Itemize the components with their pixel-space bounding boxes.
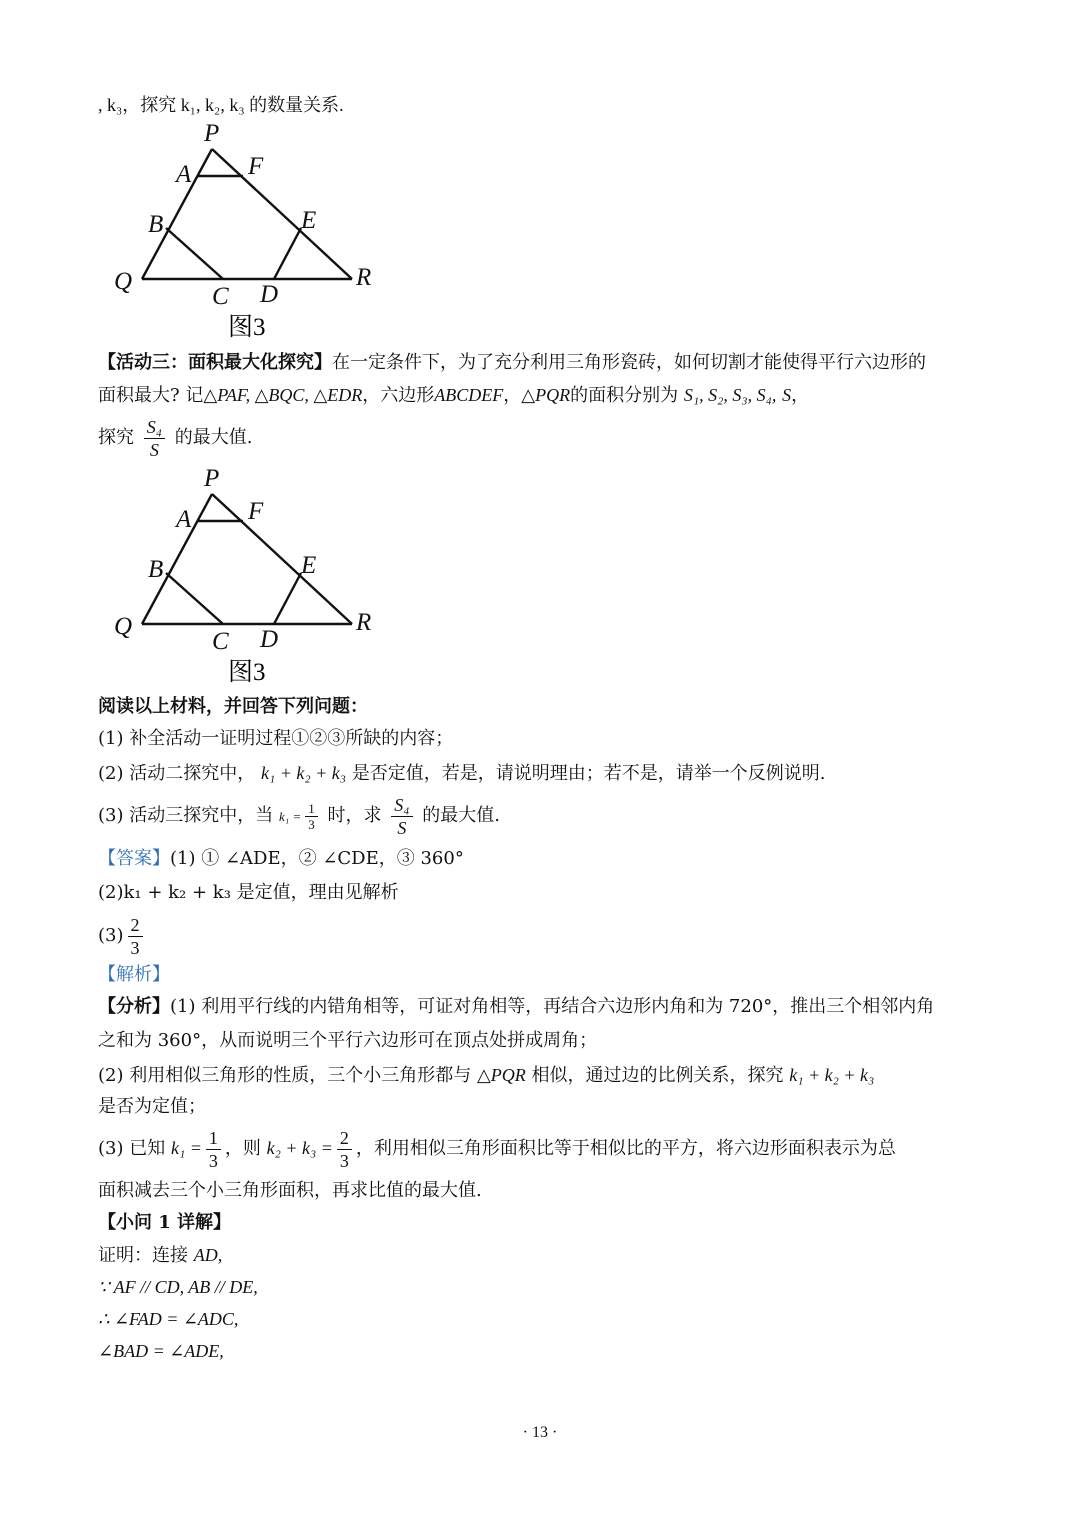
- analysis-p3a-text: (3) 已知: [98, 1138, 166, 1159]
- question-2: [98, 760, 825, 787]
- q3-s: S: [397, 817, 407, 838]
- answer-3-fraction: [128, 914, 143, 959]
- frac-num: S₄: [144, 416, 165, 439]
- analysis-p3-frac-2: [337, 1127, 352, 1172]
- p3-den-1: 3: [208, 1150, 218, 1171]
- label-F: F: [248, 153, 264, 180]
- question-3: [98, 792, 500, 841]
- label-C: C: [212, 628, 229, 655]
- detail-line-1-math: AD,: [193, 1245, 223, 1265]
- analysis-p3d: 面积减去三个小三角形面积，再求比值的最大值.: [98, 1180, 482, 1201]
- activity3-text1: 在一定条件下，为了充分利用三角形瓷砖，如何切割才能使得平行六边形的: [332, 352, 926, 373]
- label-R: R: [356, 264, 372, 291]
- answer-tag: 【答案】: [98, 848, 170, 869]
- q2-math: k₁ + k₂ + k₃: [260, 763, 346, 783]
- activity3-text2c: ，: [503, 385, 522, 406]
- label-R: R: [356, 609, 372, 636]
- area-total: S: [782, 385, 792, 405]
- q3-fraction-1-3: [305, 801, 318, 832]
- question-1: (1) 补全活动一证明过程①②③所缺的内容；: [98, 728, 454, 749]
- detail-line-4: ∠BAD = ∠ADE,: [98, 1341, 224, 1361]
- intro-line: , k₃，探究 k₁, k₂, k₃ 的数量关系.: [98, 95, 344, 115]
- q3-fraction-s4-s: [391, 794, 412, 839]
- analysis-p3b-text: ，则: [224, 1138, 261, 1159]
- activity3-text2d: 的面积分别为: [570, 385, 679, 406]
- q2-text-b: 是否定值，若是，请说明理由；若不是，请举一个反例说明.: [351, 763, 826, 784]
- analysis-p2-sum: k₁ + k₂ + k₃: [789, 1065, 875, 1085]
- analysis-p3-k1: k₁ =: [170, 1138, 202, 1158]
- answer-1: (1) ① ∠ADE，② ∠CDE，③ 360°: [170, 848, 464, 869]
- label-E: E: [301, 207, 317, 234]
- activity3-triangles: △PAF, △BQC, △EDR: [203, 385, 363, 405]
- analysis-fenxi-tag: 【分析】: [98, 996, 170, 1017]
- label-P: P: [204, 120, 220, 147]
- label-P: P: [204, 465, 220, 492]
- area-symbols: S₁, S₂, S₃, S₄,: [683, 385, 777, 405]
- analysis-p1a: [98, 994, 934, 1020]
- figure-triangle-1: [100, 115, 400, 345]
- analysis-p3c-text: ，利用相似三角形面积比等于相似比的平方，将六边形面积表示为总: [355, 1138, 896, 1159]
- page-number: · 13 ·: [522, 1424, 558, 1441]
- analysis-p2c: 是否为定值；: [98, 1096, 206, 1117]
- activity3-line2: [98, 382, 809, 409]
- label-D: D: [260, 626, 279, 653]
- q3-text-c: 的最大值.: [422, 805, 500, 826]
- analysis-p2-triangle: △PQR: [476, 1065, 526, 1085]
- figure-caption: 图3: [228, 659, 266, 686]
- p3-num-1: 1: [206, 1127, 221, 1150]
- analysis-p1b: 之和为 360°，从而说明三个平行六边形可在顶点处拼成周角；: [98, 1030, 598, 1051]
- figure-triangle-2: [100, 460, 400, 690]
- detail-line-2: ∵ AF // CD, AB // DE,: [98, 1277, 258, 1297]
- label-F: F: [248, 498, 264, 525]
- activity3-text3a: 探究: [98, 427, 134, 448]
- answer-line-2: (2)k₁ + k₂ + k₃ 是定值，理由见解析: [98, 882, 399, 903]
- label-B: B: [148, 556, 164, 583]
- activity3-text2a: 面积最大? 记: [98, 385, 204, 406]
- q3-text-a: (3) 活动三探究中，当: [98, 805, 274, 826]
- label-Q: Q: [114, 613, 133, 640]
- label-E: E: [301, 552, 317, 579]
- q3-text-b: 时，求: [327, 805, 382, 826]
- analysis-p2b-text: 相似，通过边的比例关系，探究: [531, 1065, 784, 1086]
- label-A: A: [176, 506, 192, 533]
- answer-line-1: [98, 846, 464, 872]
- label-B: B: [148, 211, 164, 238]
- analysis-p1a-text: (1) 利用平行线的内错角相等，可证对角相等，再结合六边形内角和为 720°，推出三个相邻内角: [170, 996, 935, 1017]
- detail-line-1: [98, 1242, 222, 1269]
- hexagon-name: ABCDEF: [434, 385, 504, 405]
- detail-line-1-text: 证明：连接: [98, 1245, 188, 1266]
- analysis-p3-k23: k₂ + k₃ =: [266, 1138, 333, 1158]
- q2-text-a: (2) 活动二探究中，: [98, 763, 256, 784]
- p3-num-2: 2: [337, 1127, 352, 1150]
- questions-header: 阅读以上材料，并回答下列问题：: [98, 696, 368, 717]
- activity3-line1: [98, 350, 926, 376]
- label-D: D: [260, 281, 279, 308]
- detail-line-3: ∴ ∠FAD = ∠ADC,: [98, 1309, 239, 1329]
- label-Q: Q: [114, 268, 133, 295]
- activity3-text2b: ，六边形: [362, 385, 435, 406]
- p3-den-2: 3: [339, 1150, 349, 1171]
- answer-3-den: 3: [130, 937, 140, 958]
- detail-tag: 【小问 1 详解】: [98, 1212, 232, 1233]
- answer-3-prefix: (3): [98, 925, 124, 946]
- analysis-p2a: [98, 1062, 874, 1089]
- answer-line-3: [98, 912, 147, 960]
- fraction-s4-s: [144, 416, 165, 461]
- frac-den: S: [149, 439, 159, 460]
- analysis-p2a-text: (2) 利用相似三角形的性质，三个小三角形都与: [98, 1065, 472, 1086]
- q3-frac-den: 3: [308, 816, 315, 832]
- activity3-tag: 【活动三：面积最大化探究】: [98, 352, 332, 373]
- q3-s4: S₄: [391, 794, 412, 817]
- q3-k1: k₁ =: [278, 809, 302, 824]
- analysis-p3-frac-1: [206, 1127, 221, 1172]
- answer-3-num: 2: [128, 914, 143, 937]
- figure-caption: 图3: [228, 314, 266, 341]
- label-A: A: [176, 161, 192, 188]
- label-C: C: [212, 283, 229, 310]
- analysis-tag: 【解析】: [98, 964, 170, 985]
- activity3-text2e: ，: [791, 385, 810, 406]
- q3-frac-num: 1: [305, 801, 318, 817]
- triangle-name: △PQR: [521, 385, 571, 405]
- activity3-line3: [98, 414, 252, 462]
- analysis-p3a: [98, 1124, 896, 1173]
- activity3-text3b: 的最大值.: [174, 427, 253, 448]
